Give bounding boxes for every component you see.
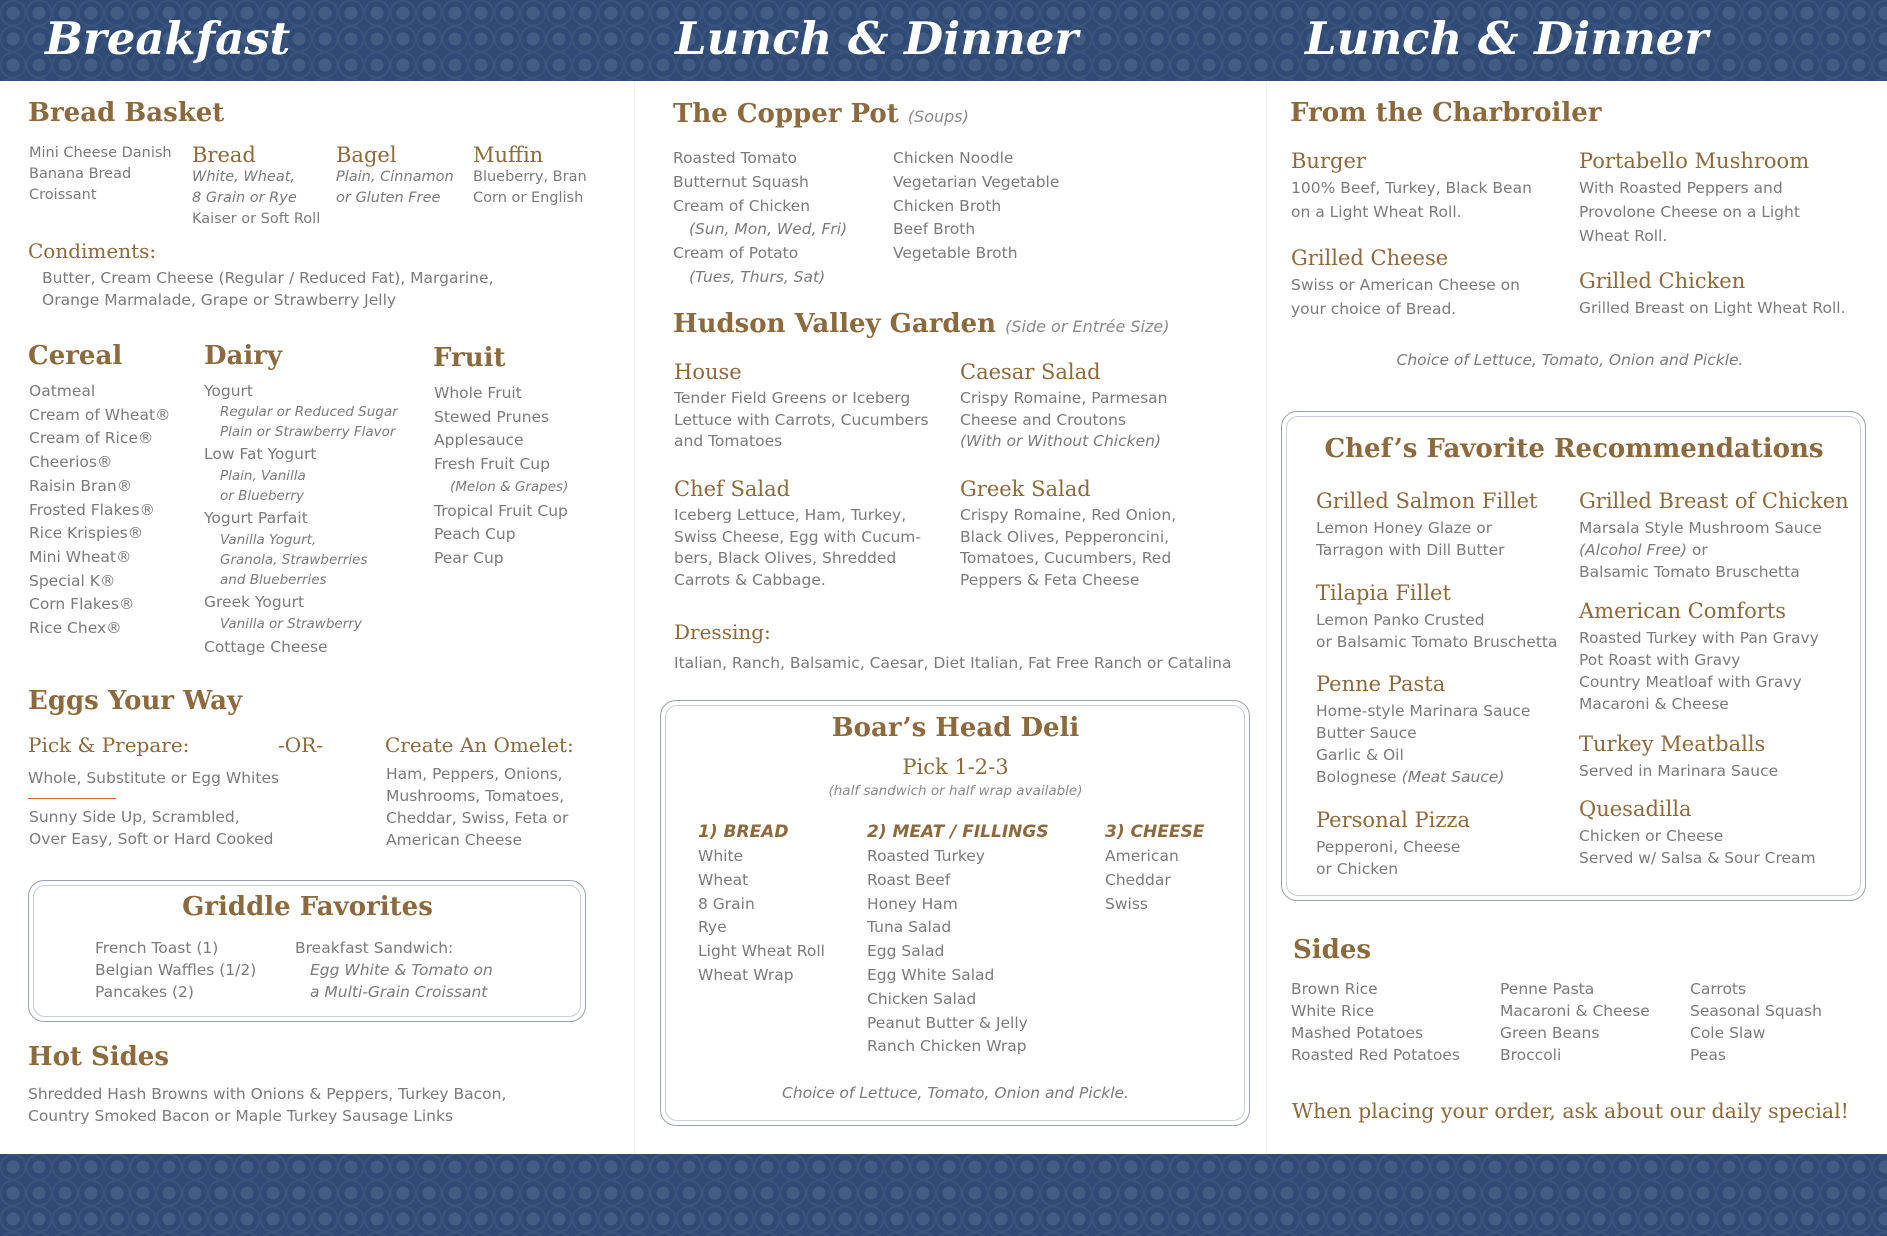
list-item: your choice of Bread. bbox=[1291, 300, 1457, 318]
deli-cheese-header: 3) CHEESE bbox=[1105, 822, 1205, 842]
list-item: Macaroni & Cheese bbox=[1500, 1002, 1650, 1020]
list-item: Swiss bbox=[1105, 894, 1148, 913]
list-item: Cottage Cheese bbox=[204, 638, 328, 656]
chef-salad bbox=[674, 477, 921, 591]
list-item: Peppers & Feta Cheese bbox=[960, 570, 1140, 589]
list-item: Ranch Chicken Wrap bbox=[867, 1037, 1027, 1056]
portabello-title: Portabello Mushroom bbox=[1579, 149, 1810, 173]
list-item: Served in Marinara Sauce bbox=[1579, 762, 1779, 780]
chef-salad-title: Chef Salad bbox=[674, 477, 791, 501]
salmon bbox=[1316, 489, 1537, 561]
list-item: Plain, Cinnamon bbox=[336, 169, 454, 185]
list-item: and Blueberries bbox=[220, 572, 327, 588]
list-item: Balsamic Tomato Bruschetta bbox=[1579, 563, 1800, 581]
list-item: Blueberry, Bran bbox=[473, 169, 587, 185]
list-item: Special K® bbox=[29, 571, 116, 590]
pick-line: Whole, Substitute or Egg Whites bbox=[28, 769, 280, 787]
list-item: Country Meatloaf with Gravy bbox=[1579, 673, 1802, 691]
list-item: Iceberg Lettuce, Ham, Turkey, bbox=[674, 506, 907, 524]
list-item: Roasted Tomato bbox=[673, 149, 797, 167]
list-item: Vanilla or Strawberry bbox=[220, 616, 362, 632]
list-item: Carrots & Cabbage. bbox=[674, 570, 826, 589]
list-item: Cheddar, Swiss, Feta or bbox=[386, 809, 569, 827]
list-item: Butter Sauce bbox=[1316, 724, 1417, 742]
list-item: White Rice bbox=[1291, 1002, 1375, 1020]
list-item: Low Fat Yogurt bbox=[204, 445, 317, 463]
muffin-title: Muffin bbox=[473, 143, 544, 167]
grilled-cheese-desc bbox=[1291, 273, 1520, 321]
list-item: Brown Rice bbox=[1291, 980, 1378, 998]
list-item: Peas bbox=[1690, 1046, 1726, 1064]
list-item: Corn or English bbox=[473, 190, 584, 206]
american-comforts-desc bbox=[1579, 627, 1819, 715]
chicken-breast-desc bbox=[1579, 517, 1849, 583]
bread-basket-items bbox=[29, 143, 172, 206]
list-item: Cheddar bbox=[1105, 870, 1171, 889]
list-item: Vegetable Broth bbox=[893, 244, 1018, 263]
list-item: a Multi-Grain Croissant bbox=[310, 983, 488, 1001]
list-item: Kaiser or Soft Roll bbox=[192, 211, 321, 227]
pick-prepare-title: Pick & Prepare: bbox=[28, 733, 190, 757]
list-item: Green Beans bbox=[1500, 1024, 1600, 1042]
chicken-breast-title: Grilled Breast of Chicken bbox=[1579, 489, 1849, 513]
chicken-breast bbox=[1579, 489, 1849, 583]
list-item: 8 Grain bbox=[698, 894, 755, 913]
list-item: Greek Yogurt bbox=[204, 593, 305, 611]
list-item: Yogurt bbox=[204, 382, 254, 400]
list-item: Whole Fruit bbox=[434, 384, 522, 402]
list-item: Chicken Noodle bbox=[893, 149, 1014, 167]
list-item: Corn Flakes® bbox=[29, 595, 135, 614]
turkey-meatballs bbox=[1579, 732, 1778, 782]
list-item: Served w/ Salsa & Sour Cream bbox=[1579, 849, 1816, 867]
list-item: Black Olives, Pepperoncini, bbox=[960, 527, 1170, 546]
quesadilla bbox=[1579, 797, 1816, 869]
sides-col-1 bbox=[1291, 978, 1460, 1066]
list-item: Raisin Bran® bbox=[29, 476, 133, 495]
penne bbox=[1316, 672, 1530, 788]
list-item: Wheat Roll. bbox=[1579, 227, 1668, 245]
alcohol-free-note: (Alcohol Free) bbox=[1579, 541, 1687, 559]
bread-group bbox=[192, 143, 320, 230]
tilapia-title: Tilapia Fillet bbox=[1316, 581, 1451, 605]
pizza bbox=[1316, 808, 1470, 880]
list-item: Vegetarian Vegetable bbox=[893, 172, 1060, 191]
list-item: Chicken Salad bbox=[867, 989, 977, 1008]
burger-desc bbox=[1291, 176, 1532, 224]
bagel-title: Bagel bbox=[336, 143, 397, 167]
list-item: Lettuce with Carrots, Cucumbers bbox=[674, 410, 929, 429]
salmon-desc bbox=[1316, 517, 1537, 561]
list-item: Shredded Hash Browns with Onions & Peppers, Turkey Bacon, bbox=[28, 1085, 507, 1103]
list-item: (Sun, Mon, Wed, Fri) bbox=[689, 220, 848, 239]
list-item: (Tues, Thurs, Sat) bbox=[689, 267, 826, 286]
header-breakfast: Breakfast bbox=[45, 12, 291, 65]
list-item: Marsala Style Mushroom Sauce bbox=[1579, 519, 1822, 537]
list-item: Rice Krispies® bbox=[29, 524, 144, 543]
list-item: Wheat Wrap bbox=[698, 965, 794, 984]
dairy-title: Dairy bbox=[204, 341, 283, 371]
list-item: American bbox=[1105, 847, 1179, 865]
copper-pot-name: The Copper Pot bbox=[673, 99, 899, 129]
list-item: Pepperoni, Cheese bbox=[1316, 838, 1461, 856]
daily-special-note: When placing your order, ask about our daily special! bbox=[1292, 1099, 1849, 1123]
deli-bread-header: 1) BREAD bbox=[698, 822, 789, 842]
divider bbox=[28, 798, 116, 799]
caesar-salad-title: Caesar Salad bbox=[960, 360, 1101, 384]
list-item: 100% Beef, Turkey, Black Bean bbox=[1291, 179, 1532, 197]
list-item: Roast Beef bbox=[867, 870, 951, 889]
list-item: Roasted Turkey with Pan Gravy bbox=[1579, 629, 1819, 647]
cereal-list bbox=[29, 380, 171, 641]
house-salad-desc bbox=[674, 388, 929, 453]
list-item: or Chicken bbox=[1316, 860, 1399, 878]
charbroiler-note: Choice of Lettuce, Tomato, Onion and Pickle. bbox=[1396, 351, 1744, 369]
hot-sides-title: Hot Sides bbox=[28, 1042, 169, 1072]
list-item: Seasonal Squash bbox=[1690, 1002, 1822, 1020]
tilapia-desc bbox=[1316, 609, 1558, 653]
list-item: Tender Field Greens or Iceberg bbox=[674, 389, 911, 407]
list-item: Fresh Fruit Cup bbox=[434, 454, 550, 473]
copper-pot-title bbox=[673, 99, 969, 129]
list-item: Grilled Breast on Light Wheat Roll. bbox=[1579, 299, 1846, 317]
greek-salad bbox=[960, 477, 1176, 591]
list-item: Over Easy, Soft or Hard Cooked bbox=[29, 830, 274, 848]
american-comforts-title: American Comforts bbox=[1579, 599, 1787, 623]
list-item: Egg White & Tomato on bbox=[310, 961, 493, 979]
hot-sides-list bbox=[28, 1083, 506, 1127]
list-item: Yogurt Parfait bbox=[204, 509, 308, 527]
burger-title: Burger bbox=[1291, 149, 1366, 173]
bagel-group bbox=[336, 143, 454, 209]
list-item: Mushrooms, Tomatoes, bbox=[386, 787, 565, 805]
list-item: Home-style Marinara Sauce bbox=[1316, 702, 1531, 720]
bread-title: Bread bbox=[192, 143, 256, 167]
list-item: Chicken or Cheese bbox=[1579, 827, 1724, 845]
list-item: Cole Slaw bbox=[1690, 1024, 1766, 1042]
deli-title: Boar’s Head Deli bbox=[831, 713, 1080, 743]
pizza-desc bbox=[1316, 836, 1470, 880]
griddle-list bbox=[95, 937, 256, 1003]
list-item: Rye bbox=[698, 918, 727, 937]
fruit-list bbox=[434, 382, 568, 570]
list-item: Provolone Cheese on a Light bbox=[1579, 203, 1800, 221]
list-item: Granola, Strawberries bbox=[220, 552, 368, 568]
list-item: Light Wheat Roll bbox=[698, 942, 825, 961]
list-item: Macaroni & Cheese bbox=[1579, 695, 1729, 713]
list-item: or Gluten Free bbox=[336, 190, 441, 206]
list-item: French Toast (1) bbox=[95, 939, 219, 957]
chef-favorites-title: Chef’s Favorite Recommendations bbox=[1324, 434, 1824, 464]
list-item: Lemon Panko Crusted bbox=[1316, 611, 1485, 629]
panel-fold-1 bbox=[634, 81, 635, 1154]
soups-left bbox=[673, 147, 847, 290]
list-item: Tarragon with Dill Butter bbox=[1316, 541, 1505, 559]
list-item: Garlic & Oil bbox=[1316, 746, 1404, 764]
list-item: Butternut Squash bbox=[673, 172, 809, 191]
condiments-title: Condiments: bbox=[28, 239, 157, 263]
list-item: Cream of Rice® bbox=[29, 429, 154, 448]
list-item: on a Light Wheat Roll. bbox=[1291, 203, 1462, 221]
grilled-chicken bbox=[1579, 269, 1846, 320]
charbroiler-title: From the Charbroiler bbox=[1290, 98, 1602, 128]
turkey-meatballs-title: Turkey Meatballs bbox=[1579, 732, 1766, 756]
list-item: Pancakes (2) bbox=[95, 983, 194, 1001]
list-item: Pear Cup bbox=[434, 548, 504, 567]
list-item: Applesauce bbox=[434, 431, 524, 449]
dressing-list: Italian, Ranch, Balsamic, Caesar, Diet Italian, Fat Free Ranch or Catalina bbox=[674, 654, 1232, 672]
copper-pot-sub: (Soups) bbox=[907, 107, 969, 126]
list-item: (Melon & Grapes) bbox=[450, 479, 569, 495]
condiments-list bbox=[42, 267, 493, 311]
dairy-list bbox=[204, 380, 398, 660]
deli-meat-col bbox=[867, 822, 1049, 1059]
cereal-title: Cereal bbox=[28, 341, 123, 371]
list-item: Swiss or American Cheese on bbox=[1291, 276, 1520, 294]
bread-basket-title: Bread Basket bbox=[28, 98, 225, 128]
list-item: Mini Wheat® bbox=[29, 547, 132, 566]
penne-title: Penne Pasta bbox=[1316, 672, 1446, 696]
deli-cheese-list bbox=[1105, 845, 1204, 916]
caesar-salad-desc bbox=[960, 388, 1167, 453]
list-item: Plain, Vanilla bbox=[220, 468, 306, 484]
list-item: Carrots bbox=[1690, 980, 1747, 998]
burger bbox=[1291, 149, 1532, 224]
salmon-title: Grilled Salmon Fillet bbox=[1316, 489, 1538, 513]
list-item: Honey Ham bbox=[867, 894, 958, 913]
pizza-title: Personal Pizza bbox=[1316, 808, 1471, 832]
soups-right bbox=[893, 147, 1059, 266]
garden-title bbox=[673, 309, 1169, 339]
list-item: Sunny Side Up, Scrambled, bbox=[29, 808, 240, 826]
egg-styles bbox=[29, 806, 274, 850]
deli-pick-note: (half sandwich or half wrap available) bbox=[828, 783, 1083, 799]
list-item: Roasted Red Potatoes bbox=[1291, 1046, 1460, 1064]
list-item: bers, Black Olives, Shredded bbox=[674, 549, 897, 567]
house-salad-title: House bbox=[674, 360, 742, 384]
list-item: Belgian Waffles (1/2) bbox=[95, 961, 257, 979]
omelet-title: Create An Omelet: bbox=[385, 733, 574, 757]
deli-pick: Pick 1-2-3 bbox=[902, 755, 1009, 779]
grilled-chicken-title: Grilled Chicken bbox=[1579, 269, 1746, 293]
list-item: Tuna Salad bbox=[867, 918, 952, 937]
penne-last-note: (Meat Sauce) bbox=[1401, 768, 1505, 786]
fruit-title: Fruit bbox=[433, 343, 506, 373]
chicken-or: or bbox=[1686, 541, 1708, 559]
chef-salad-desc bbox=[674, 505, 921, 591]
list-item: Vanilla Yogurt, bbox=[220, 532, 317, 548]
dressing-title: Dressing: bbox=[674, 620, 771, 644]
list-item: White, Wheat, bbox=[192, 169, 296, 185]
list-item: or Blueberry bbox=[220, 488, 304, 504]
list-item: Oatmeal bbox=[29, 382, 96, 400]
penne-last: Bolognese bbox=[1316, 768, 1397, 786]
list-item: Egg Salad bbox=[867, 942, 945, 961]
list-item: White bbox=[698, 847, 744, 865]
list-item: American Cheese bbox=[386, 831, 523, 849]
list-item: Cheese and Croutons bbox=[960, 410, 1126, 429]
garden-sub: (Side or Entrée Size) bbox=[1005, 317, 1170, 336]
list-item: Mini Cheese Danish bbox=[29, 145, 172, 161]
deli-bread-col bbox=[698, 822, 825, 988]
list-item: Beef Broth bbox=[893, 220, 976, 239]
list-item: and Tomatoes bbox=[674, 432, 783, 450]
or-label: -OR- bbox=[278, 733, 323, 757]
list-item: Breakfast Sandwich: bbox=[295, 939, 454, 957]
list-item: Pot Roast with Gravy bbox=[1579, 651, 1741, 669]
list-item: or Balsamic Tomato Bruschetta bbox=[1316, 633, 1558, 651]
list-item: Ham, Peppers, Onions, bbox=[386, 765, 563, 783]
quesadilla-desc bbox=[1579, 825, 1816, 869]
deli-note: Choice of Lettuce, Tomato, Onion and Pickle. bbox=[782, 1084, 1129, 1102]
caesar-salad bbox=[960, 360, 1167, 453]
list-item: Broccoli bbox=[1500, 1046, 1562, 1064]
list-item: Mashed Potatoes bbox=[1291, 1024, 1424, 1042]
list-item: Orange Marmalade, Grape or Strawberry Jelly bbox=[42, 291, 397, 309]
list-item: Chicken Broth bbox=[893, 196, 1002, 215]
list-item: Croissant bbox=[29, 187, 97, 203]
sides-col-2 bbox=[1500, 978, 1650, 1066]
greek-salad-title: Greek Salad bbox=[960, 477, 1091, 501]
sides-col-3 bbox=[1690, 978, 1822, 1066]
deli-meat-header: 2) MEAT / FILLINGS bbox=[867, 822, 1049, 842]
bottom-banner bbox=[0, 1154, 1887, 1236]
list-item: Egg White Salad bbox=[867, 965, 995, 984]
quesadilla-title: Quesadilla bbox=[1579, 797, 1692, 821]
list-item: Stewed Prunes bbox=[434, 407, 550, 426]
list-item: With Roasted Peppers and bbox=[1579, 179, 1783, 197]
list-item: Plain or Strawberry Flavor bbox=[220, 424, 396, 440]
griddle-title: Griddle Favorites bbox=[182, 892, 433, 922]
deli-meat-list bbox=[867, 845, 1049, 1059]
list-item: Banana Bread bbox=[29, 166, 132, 182]
portabello bbox=[1579, 149, 1809, 248]
list-item: Penne Pasta bbox=[1500, 980, 1595, 998]
header-lunch-dinner-2: Lunch & Dinner bbox=[1305, 12, 1709, 65]
list-item bbox=[1579, 539, 1849, 561]
header-lunch-dinner-1: Lunch & Dinner bbox=[675, 12, 1079, 65]
deli-cheese-col bbox=[1105, 822, 1204, 916]
house-salad bbox=[674, 360, 929, 453]
sides-title: Sides bbox=[1293, 935, 1372, 965]
list-item: Crispy Romaine, Parmesan bbox=[960, 389, 1168, 407]
list-item: Frosted Flakes® bbox=[29, 500, 156, 519]
grilled-cheese-title: Grilled Cheese bbox=[1291, 246, 1449, 270]
garden-name: Hudson Valley Garden bbox=[673, 309, 997, 339]
penne-desc bbox=[1316, 700, 1530, 788]
list-item: Peach Cup bbox=[434, 525, 516, 543]
muffin-group bbox=[473, 143, 587, 209]
list-item: Country Smoked Bacon or Maple Turkey Sausage Links bbox=[28, 1107, 454, 1125]
list-item: Cream of Wheat® bbox=[29, 405, 171, 424]
list-item: Lemon Honey Glaze or bbox=[1316, 519, 1493, 537]
turkey-meatballs-desc bbox=[1579, 760, 1778, 782]
list-item: Cream of Potato bbox=[673, 244, 799, 263]
list-item: Crispy Romaine, Red Onion, bbox=[960, 506, 1177, 524]
tilapia bbox=[1316, 581, 1558, 653]
list-item: Tomatoes, Cucumbers, Red bbox=[960, 549, 1172, 567]
list-item bbox=[1316, 766, 1530, 788]
list-item: 8 Grain or Rye bbox=[192, 190, 297, 206]
list-item: Cream of Chicken bbox=[673, 196, 811, 215]
greek-salad-desc bbox=[960, 505, 1176, 591]
deli-bread-list bbox=[698, 845, 825, 988]
omelet-list bbox=[386, 763, 568, 851]
breakfast-sandwich bbox=[295, 937, 493, 1003]
eggs-title: Eggs Your Way bbox=[28, 686, 243, 716]
list-item: Tropical Fruit Cup bbox=[434, 501, 568, 520]
list-item: Roasted Turkey bbox=[867, 847, 985, 865]
list-item: Butter, Cream Cheese (Regular / Reduced Fat), Margarine, bbox=[42, 269, 494, 287]
list-item: Wheat bbox=[698, 870, 749, 889]
list-item: Rice Chex® bbox=[29, 619, 122, 638]
list-item: Peanut Butter & Jelly bbox=[867, 1013, 1028, 1032]
panel-fold-2 bbox=[1266, 81, 1267, 1154]
portabello-desc bbox=[1579, 176, 1809, 248]
list-item: Swiss Cheese, Egg with Cucum- bbox=[674, 527, 921, 546]
american-comforts bbox=[1579, 599, 1819, 715]
list-item: Cheerios® bbox=[29, 453, 113, 472]
list-item: Regular or Reduced Sugar bbox=[220, 404, 398, 420]
list-item: (With or Without Chicken) bbox=[960, 432, 1161, 450]
grilled-chicken-desc bbox=[1579, 296, 1846, 320]
grilled-cheese bbox=[1291, 246, 1520, 321]
